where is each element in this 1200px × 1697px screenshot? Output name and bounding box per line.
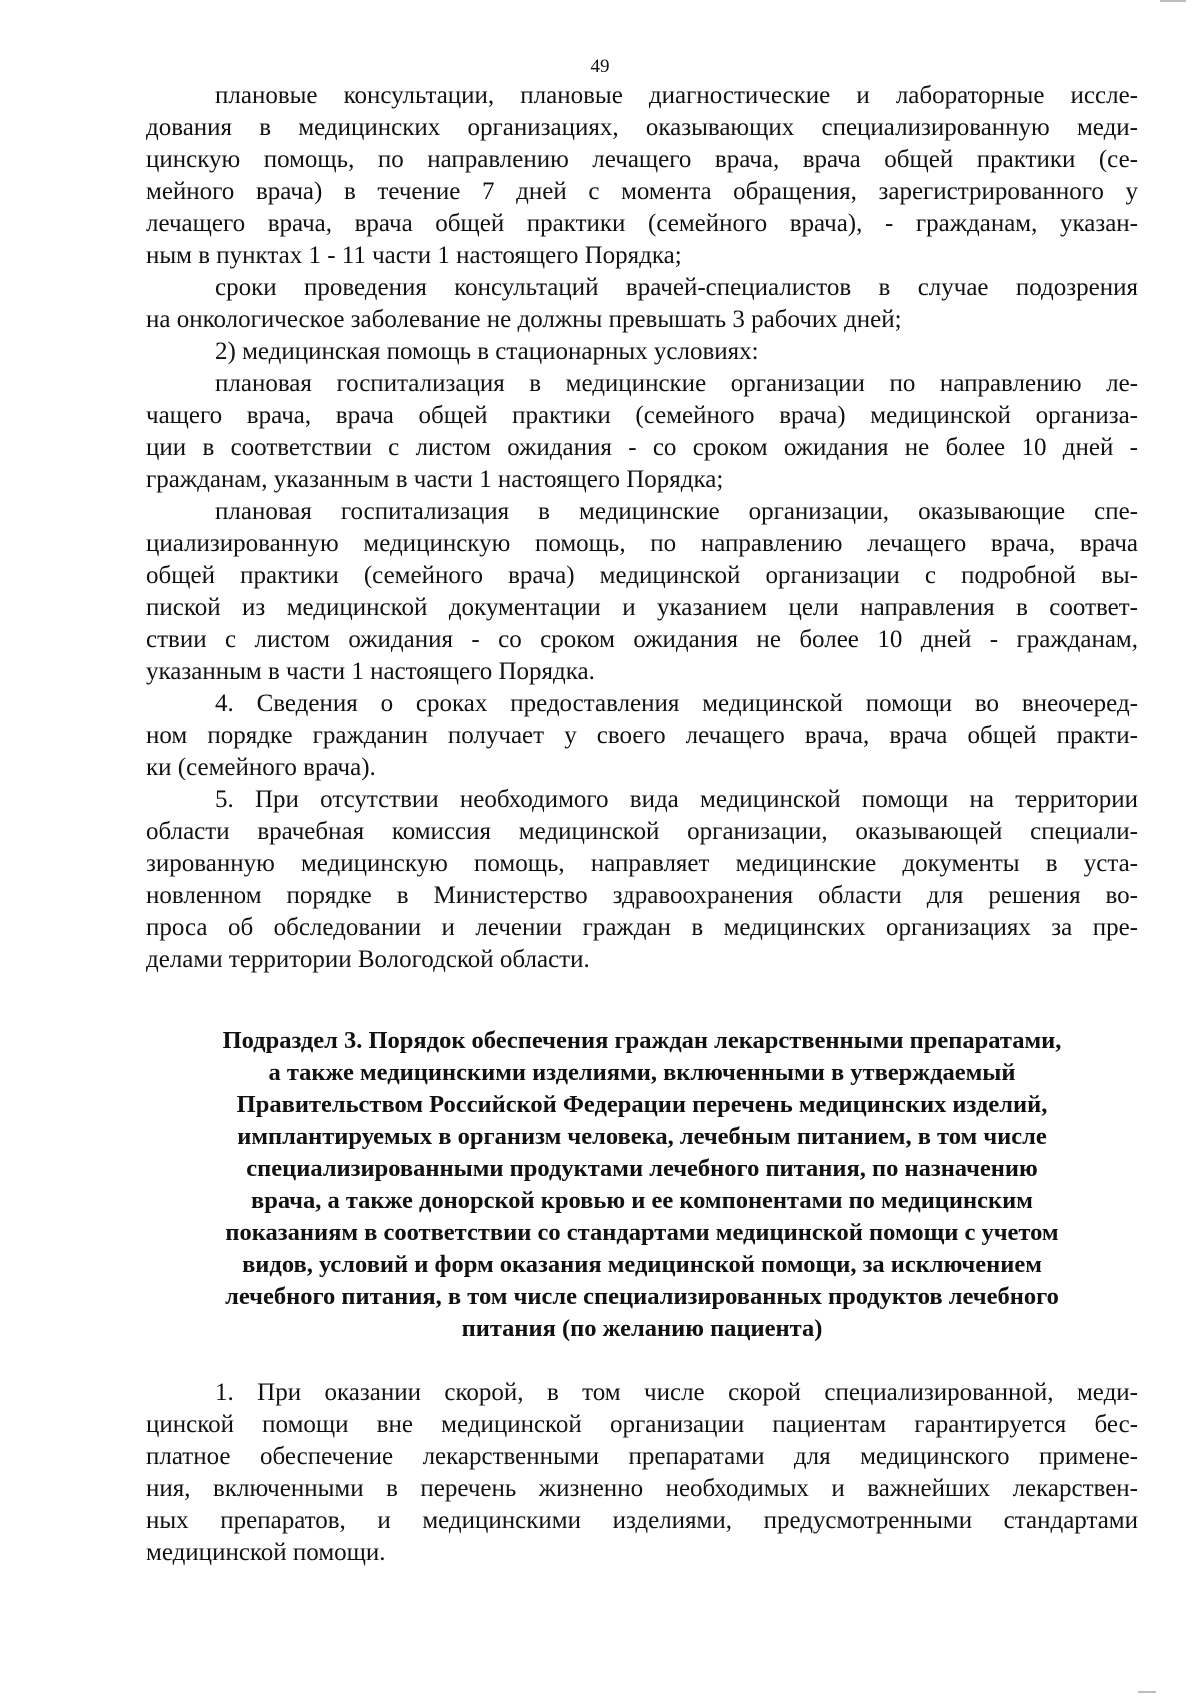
body-text-line: цинскую помощь, по направлению лечащего врача, врача общей практики (се- — [146, 146, 1138, 173]
body-text-line: сроки проведения консультаций врачей-специалистов в случае подозрения — [215, 274, 1138, 301]
body-text-line: указанным в части 1 настоящего Порядка. — [146, 658, 595, 685]
body-text-line: ном порядке гражданин получает у своего лечащего врача, врача общей практи- — [146, 722, 1138, 749]
body-text-line: пиской из медицинской документации и указанием цели направления в соответ- — [146, 594, 1138, 621]
body-text-line: ным в пунктах 1 - 11 части 1 настоящего Порядка; — [146, 242, 682, 269]
body-text-line: медицинской помощи. — [146, 1539, 386, 1566]
body-text-line: зированную медицинскую помощь, направляет медицинские документы в уста- — [146, 850, 1138, 877]
heading-line: лечебного питания, в том числе специализированных продуктов лечебного — [225, 1283, 1059, 1310]
body-text-line: дования в медицинских организациях, оказывающих специализированную меди- — [146, 114, 1138, 141]
heading-line: а также медицинскими изделиями, включенными в утверждаемый — [268, 1059, 1016, 1086]
body-text-line: ки (семейного врача). — [146, 754, 376, 781]
body-text-line: плановая госпитализация в медицинские организации, оказывающие спе- — [215, 498, 1138, 525]
section-heading — [146, 1025, 1138, 1345]
body-text-line: цинской помощи вне медицинской организации пациентам гарантируется бес- — [146, 1411, 1138, 1438]
body-text-line: чащего врача, врача общей практики (семейного врача) медицинской организа- — [146, 402, 1138, 429]
body-text-line: ции в соответствии с листом ожидания - со сроком ожидания не более 10 дней - — [146, 434, 1138, 461]
heading-line: видов, условий и форм оказания медицинской помощи, за исключением — [242, 1251, 1042, 1278]
body-text-line: мейного врача) в течение 7 дней с момента обращения, зарегистрированного у — [146, 178, 1138, 205]
heading-line: Правительством Российской Федерации перечень медицинских изделий, — [236, 1091, 1048, 1118]
scan-mark-top — [1160, 0, 1186, 2]
body-text-line: общей практики (семейного врача) медицинской организации с подробной вы- — [146, 562, 1138, 589]
body-text-part-2 — [146, 1377, 1138, 1569]
body-text-line: делами территории Вологодской области. — [146, 946, 590, 973]
heading-line: Подраздел 3. Порядок обеспечения граждан лекарственными препаратами, — [222, 1027, 1062, 1054]
body-text-line: области врачебная комиссия медицинской организации, оказывающей специали- — [146, 818, 1138, 845]
body-text-line: 5. При отсутствии необходимого вида медицинской помощи на территории — [215, 786, 1138, 813]
body-text-part-1 — [146, 80, 1138, 976]
body-text-line: на онкологическое заболевание не должны превышать 3 рабочих дней; — [146, 306, 902, 333]
body-text-line: проса об обследовании и лечении граждан в медицинских организациях за пре- — [146, 914, 1138, 941]
body-text-line: гражданам, указанным в части 1 настоящего Порядка; — [146, 466, 724, 493]
body-text-line: лечащего врача, врача общей практики (семейного врача), - гражданам, указан- — [146, 210, 1138, 237]
body-text-line: плановые консультации, плановые диагностические и лабораторные иссле- — [215, 82, 1138, 109]
body-text-line: ствии с листом ожидания - со сроком ожидания не более 10 дней - гражданам, — [146, 626, 1138, 653]
body-text-line: плановая госпитализация в медицинские организации по направлению ле- — [215, 370, 1138, 397]
page-number: 49 — [590, 56, 610, 77]
body-text-line: 2) медицинская помощь в стационарных условиях: — [215, 338, 759, 365]
heading-line: питания (по желанию пациента) — [461, 1315, 823, 1342]
heading-line: имплантируемых в организм человека, лечебным питанием, в том числе — [237, 1123, 1047, 1150]
body-text-line: ния, включенными в перечень жизненно необходимых и важнейших лекарствен- — [146, 1475, 1138, 1502]
body-text-line: 1. При оказании скорой, в том числе скорой специализированной, меди- — [215, 1379, 1138, 1406]
body-text-line: 4. Сведения о сроках предоставления медицинской помощи во внеочеред- — [215, 690, 1138, 717]
heading-line: врача, а также донорской кровью и ее компонентами по медицинским — [251, 1187, 1033, 1214]
body-text-line: платное обеспечение лекарственными препаратами для медицинского примене- — [146, 1443, 1138, 1470]
body-text-line: циализированную медицинскую помощь, по направлению лечащего врача, врача — [146, 530, 1138, 557]
heading-line: показаниям в соответствии со стандартами медицинской помощи с учетом — [225, 1219, 1059, 1246]
scan-mark-bottom — [1138, 1691, 1156, 1693]
body-text-line: новленном порядке в Министерство здравоохранения области для решения во- — [146, 882, 1138, 909]
heading-line: специализированными продуктами лечебного питания, по назначению — [246, 1155, 1038, 1182]
body-text-line: ных препаратов, и медицинскими изделиями, предусмотренными стандартами — [146, 1507, 1138, 1534]
